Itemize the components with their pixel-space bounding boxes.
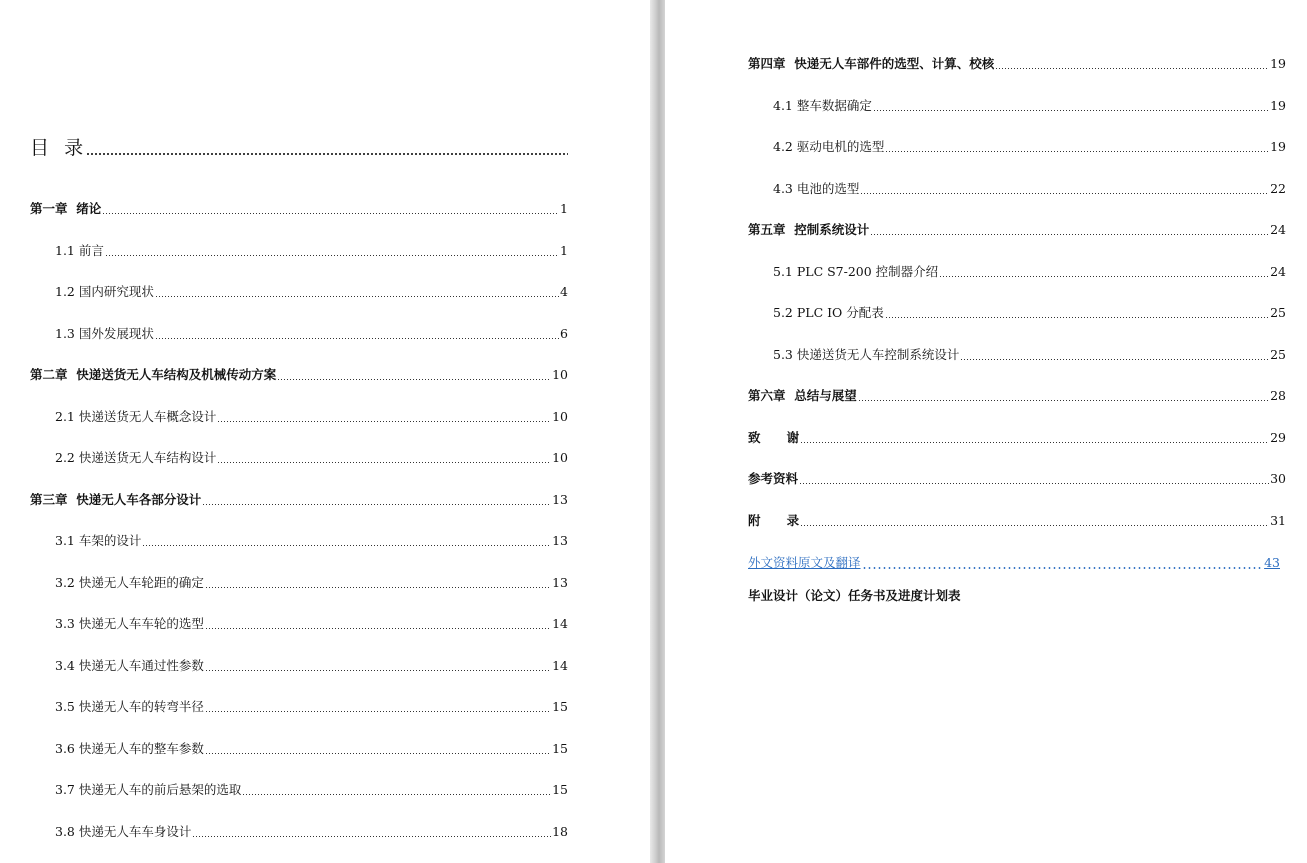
toc-entry[interactable] [748,221,1286,239]
toc-entry-label: 第四章 快递无人车部件的选型、计算、校核 [748,56,995,71]
toc-entry[interactable] [748,387,1286,405]
toc-entry[interactable] [773,97,1286,115]
toc-entry-page: 10 [552,408,568,424]
toc-entry-page: 13 [552,491,568,507]
toc-entry-page: 22 [1270,180,1286,196]
toc-entry-page: 19 [1270,56,1286,71]
toc-entry[interactable] [773,304,1286,322]
toc-entry-label: 毕业设计（论文）任务书及进度计划表 [748,588,961,603]
dot-leader [277,379,551,380]
dot-leader [105,255,559,256]
dot-leader [799,483,1269,484]
toc-entry-label: 参考资料 [748,471,799,486]
dot-leader [242,794,551,795]
toc-entry-label: 5.1 PLC S7-200 控制器介绍 [773,263,939,279]
toc-entry-label: 第二章 快递送货无人车结构及机械传动方案 [30,367,277,382]
toc-title-text: 目 录 [30,137,85,159]
toc-title [30,136,568,160]
toc-entry[interactable] [55,823,568,841]
toc-entry[interactable] [55,242,568,260]
toc-entry-foreign-material[interactable] [748,554,1280,572]
title-dot-leader [86,153,568,155]
dot-leader [155,338,559,339]
dot-leader [862,567,1264,569]
dot-leader [939,276,1269,277]
dot-leader [155,296,559,297]
toc-entry-label: 3.6 快递无人车的整车参数 [55,740,204,756]
dot-leader [102,213,559,214]
dot-leader [205,711,551,712]
dot-leader [205,753,551,754]
toc-entry[interactable] [55,449,568,467]
toc-entry-label: 第三章 快递无人车各部分设计 [30,491,202,507]
toc-entry[interactable] [748,429,1286,447]
toc-entry-label: 第六章 总结与展望 [748,388,857,403]
dot-leader [205,628,551,629]
toc-entry-label: 5.2 PLC IO 分配表 [773,305,884,320]
dot-leader [142,545,551,546]
dot-leader [192,836,551,837]
dot-leader [205,587,551,588]
toc-entry-label: 附 录 [748,512,800,528]
dot-leader [885,317,1269,318]
toc-entry-label: 第五章 控制系统设计 [748,222,870,237]
toc-entry-page: 10 [552,450,568,465]
toc-entry-page: 15 [552,782,568,797]
dot-leader [960,359,1269,360]
page-gutter [650,0,665,863]
toc-entry[interactable] [55,781,568,799]
toc-entry-page: 15 [552,740,568,756]
toc-entry-page: 28 [1270,388,1286,403]
toc-entry[interactable] [55,574,568,592]
toc-entry-page: 13 [552,574,568,590]
toc-entry-label: 5.3 快递送货无人车控制系统设计 [773,346,960,362]
dot-leader [858,400,1269,401]
toc-entry-label: 1.3 国外发展现状 [55,325,154,341]
toc-entry[interactable] [748,55,1286,73]
toc-entry-label: 2.1 快递送货无人车概念设计 [55,408,217,424]
toc-entry[interactable] [55,408,568,426]
toc-entry-page: 25 [1270,346,1286,362]
toc-entry[interactable] [55,698,568,716]
toc-entry[interactable] [30,366,568,384]
toc-entry-task-book [748,587,1148,605]
dot-leader [800,442,1269,443]
toc-entry-label[interactable]: 外文资料原文及翻译 [748,555,861,570]
toc-entry-label: 3.8 快递无人车车身设计 [55,823,192,839]
toc-entry[interactable] [773,263,1286,281]
toc-entry[interactable] [55,532,568,550]
toc-entry[interactable] [773,346,1286,364]
toc-entry-page: 13 [552,533,568,548]
dot-leader [995,68,1269,69]
toc-entry-page: 6 [560,325,568,341]
toc-entry-page: 1 [560,242,568,258]
toc-entry-label: 3.1 车架的设计 [55,533,142,548]
dot-leader [885,151,1269,152]
toc-entry-page: 29 [1270,429,1286,445]
toc-entry[interactable] [30,491,568,509]
toc-entry-label: 3.2 快递无人车轮距的确定 [55,574,204,590]
toc-entry[interactable] [55,615,568,633]
dot-leader [202,504,551,505]
toc-entry-label: 第一章 绪论 [30,201,102,216]
dot-leader [205,670,551,671]
dot-leader [800,525,1269,526]
toc-entry[interactable] [773,180,1286,198]
toc-entry-page: 1 [560,201,568,216]
toc-entry-page: 19 [1270,139,1286,154]
toc-entry-label: 3.3 快递无人车车轮的选型 [55,616,204,631]
toc-entry[interactable] [55,657,568,675]
toc-entry-label: 3.5 快递无人车的转弯半径 [55,699,204,714]
toc-entry-page: 14 [552,616,568,631]
toc-entry-page: 24 [1270,263,1286,279]
dot-leader [217,462,551,463]
toc-entry-page[interactable]: 43 [1264,555,1280,570]
right-page [665,0,1307,863]
toc-entry-label: 3.4 快递无人车通过性参数 [55,657,204,673]
toc-entry-page: 15 [552,699,568,714]
toc-entry-label: 4.2 驱动电机的选型 [773,139,885,154]
toc-entry-page: 14 [552,657,568,673]
toc-entry-page: 19 [1270,97,1286,113]
toc-entry-label: 1.2 国内研究现状 [55,284,154,299]
toc-entry-page: 31 [1270,512,1286,528]
toc-entry-page: 4 [560,284,568,299]
toc-entry-label: 1.1 前言 [55,242,104,258]
toc-entry-page: 18 [552,823,568,839]
toc-entry[interactable] [773,138,1286,156]
dot-leader [860,193,1269,194]
toc-entry[interactable] [55,740,568,758]
toc-entry-label: 3.7 快递无人车的前后悬架的选取 [55,782,242,797]
toc-entry-page: 30 [1270,471,1286,486]
toc-entry-page: 25 [1270,305,1286,320]
dot-leader [217,421,551,422]
toc-entry-label: 4.1 整车数据确定 [773,97,872,113]
toc-entry-label: 致 谢 [748,429,800,445]
toc-entry-label: 2.2 快递送货无人车结构设计 [55,450,217,465]
toc-entry[interactable] [55,283,568,301]
toc-entry-page: 24 [1270,222,1286,237]
dot-leader [873,110,1269,111]
toc-entry[interactable] [55,325,568,343]
toc-entry-page: 10 [552,367,568,382]
toc-entry[interactable] [30,200,568,218]
toc-entry-label: 4.3 电池的选型 [773,180,860,196]
toc-entry[interactable] [748,512,1286,530]
dot-leader [870,234,1269,235]
toc-entry[interactable] [748,470,1286,488]
left-page [0,0,650,863]
